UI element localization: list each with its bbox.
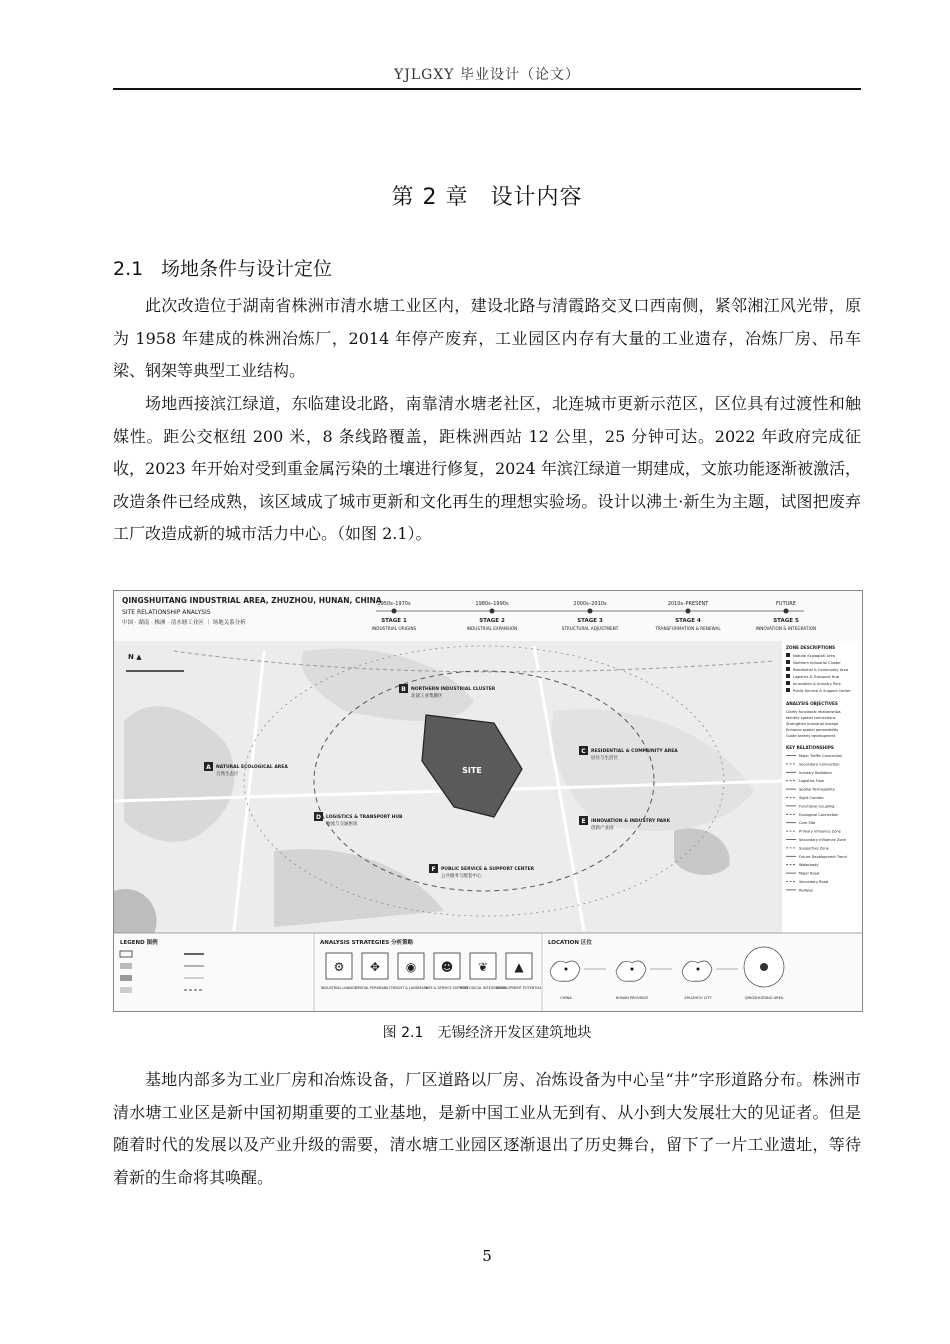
side-zone-marker [786, 674, 790, 678]
location-label: QINGSHUITANG AREA [744, 996, 784, 1000]
timeline-dot [784, 609, 789, 614]
site-analysis-figure [113, 590, 863, 1012]
timeline-stage: STAGE 2 [479, 618, 505, 624]
side-objective: Identify spatial connections [786, 716, 836, 720]
legend-title: LEGEND 图例 [120, 940, 158, 946]
timeline-period: FUTURE [776, 601, 796, 607]
timeline-desc: INNOVATION & INTEGRATION [755, 626, 817, 631]
side-zone-marker [786, 688, 790, 692]
location-title: LOCATION 区位 [548, 940, 592, 946]
strategy-icon: ❦ [477, 960, 489, 974]
zone-name-cn: 物流与交通枢纽 [326, 822, 358, 827]
timeline-stage: STAGE 5 [773, 618, 799, 624]
side-relationship: Secondary Influence Zone [799, 838, 847, 842]
side-relationship: Secondary Connection [799, 762, 840, 767]
zone-letter: F [431, 866, 436, 873]
body-paragraph-1: 此次改造位于湖南省株洲市清水塘工业区内，建设北路与清霞路交叉口西南侧，紧邻湘江风光带，原为 1958 年建成的株洲冶炼厂，2014 年停产废弃，工业园区内存有大量的工业遗存，冶炼厂房、吊车梁、钢架等典型工业结构。 [113, 296, 861, 380]
location-label: ZHUZHOU CITY [684, 996, 712, 1000]
strategy-label: DEVELOPMENT POTENTIAL [496, 986, 542, 990]
caption-number: 图 2.1 [382, 1025, 424, 1041]
zone-letter: D [316, 814, 321, 821]
page-number: 5 [482, 1247, 492, 1265]
zone-name: INNOVATION & INDUSTRY PARK [591, 819, 671, 824]
strategy-label: LIFE & SERVICE SUPPORT [425, 986, 469, 990]
zone-name-cn: 居住与生活区 [591, 756, 618, 761]
strategies-title: ANALYSIS STRATEGIES 分析策略 [320, 940, 414, 946]
side-zone-marker [786, 660, 790, 664]
side-relationship: Core Site [799, 821, 816, 826]
timeline-stage: STAGE 3 [577, 618, 603, 624]
site-map-svg [114, 591, 862, 1011]
side-relationship: Waterbody [799, 863, 819, 868]
chapter-title [113, 180, 861, 211]
location-marker [760, 963, 768, 971]
map-subtitle: SITE RELATIONSHIP ANALYSIS [122, 609, 211, 616]
section-title [113, 254, 332, 281]
north-arrow-icon: N ▲ [128, 653, 142, 661]
legend-swatch-4 [120, 987, 132, 993]
timeline-period: 2010s–PRESENT [667, 601, 709, 607]
section-number: 2.1 [113, 258, 144, 280]
strategy-label: SIGHT & LANDMARK [393, 986, 429, 990]
timeline-stage: STAGE 1 [381, 618, 407, 624]
zone-name: RESIDENTIAL & COMMUNITY AREA [591, 749, 678, 754]
map-title: QINGSHUITANG INDUSTRIAL AREA, ZHUZHOU, HUNAN, CHINA [122, 596, 382, 605]
strategy-icon: ▲ [514, 960, 524, 974]
zone-name-cn: 北部工业集聚区 [411, 694, 443, 699]
timeline-dot [588, 609, 593, 614]
location-marker [565, 968, 568, 971]
side-relationship: Functional Coupling [799, 804, 835, 809]
timeline-dot [490, 609, 495, 614]
side-relationship: Railway [799, 888, 813, 893]
side-relationship: Ecological Connection [799, 812, 839, 817]
body-paragraph-3: 基地内部多为工业厂房和冶炼设备，厂区道路以厂房、冶炼设备为中心呈“井”字形道路分布。株洲市清水塘工业区是新中国初期重要的工业基地，是新中国工业从无到有、从小到大发展壮大的见证者。但是随着时代的发展以及产业升级的需要，清水塘工业园区逐渐退出了历史舞台，留下了一片工业遗址，等待着新的生命将其唤醒。 [113, 1070, 861, 1187]
side-relationship: Logistics Flow [799, 779, 824, 784]
figure-caption [113, 1022, 861, 1042]
zone-letter: B [401, 686, 406, 693]
side-relationship: Spatial Permeability [799, 787, 835, 792]
side-heading: KEY RELATIONSHIPS [786, 745, 834, 750]
side-zone-desc: Public Service & Support Center [793, 689, 851, 693]
zone-name-cn: 创新产业园 [591, 826, 614, 831]
side-relationship: Supportive Zone [799, 846, 829, 851]
side-relationship: Secondary Road [799, 880, 829, 884]
timeline-desc: TRANSFORMATION & RENEWAL [655, 626, 721, 631]
side-objective: Strengthen industrial linkage [786, 722, 839, 726]
side-objective: Guide orderly development [786, 734, 836, 738]
location-marker [631, 968, 634, 971]
zone-name: LOGISTICS & TRANSPORT HUB [326, 815, 403, 820]
side-relationship: Sight Corridor [799, 796, 824, 800]
zone-letter: E [581, 818, 586, 825]
side-zone-marker [786, 681, 790, 685]
side-relationship: Industry Radiation [799, 770, 832, 775]
side-objective: Clarify functional relationships [786, 710, 841, 714]
zone-letter: C [581, 748, 586, 755]
timeline-period: 1980s–1990s [475, 601, 509, 607]
strategy-icon: ◉ [405, 960, 417, 974]
location-label: CHINA [560, 996, 572, 1000]
side-relationship: Major Traffic Connection [799, 754, 843, 758]
timeline-desc: INDUSTRIAL EXPANSION [466, 626, 518, 631]
timeline-dot [392, 609, 397, 614]
side-heading: ZONE DESCRIPTIONS [786, 645, 836, 650]
section-name: 场地条件与设计定位 [161, 258, 333, 280]
chapter-name: 设计内容 [490, 185, 583, 210]
timeline-dot [686, 609, 691, 614]
timeline-desc: INDUSTRIAL ORIGINS [371, 626, 417, 631]
side-relationship: Major Road [799, 871, 820, 876]
timeline-period: 2000s–2010s [573, 601, 607, 607]
side-objective: Enhance spatial permeability [786, 728, 839, 732]
header-rule [113, 88, 861, 90]
side-heading: ANALYSIS OBJECTIVES [786, 701, 838, 706]
side-relationship: Primary Influence Zone [799, 829, 841, 834]
site-label: SITE [462, 766, 482, 775]
strategy-icon: ☻ [440, 960, 454, 974]
strategy-label: SPATIAL PERMEABILITY [355, 986, 395, 990]
location-marker [697, 968, 700, 971]
legend-swatch-3 [120, 975, 132, 981]
side-zone-desc: Northern Industrial Cluster [793, 661, 841, 665]
zone-name: PUBLIC SERVICE & SUPPORT CENTER [441, 867, 535, 872]
side-relationship: Future Development Trend [799, 854, 847, 859]
strategy-icon: ✥ [369, 960, 381, 974]
zone-name: NATURAL ECOLOGICAL AREA [216, 765, 288, 770]
zone-letter: A [206, 764, 211, 771]
body-paragraph-2: 场地西接滨江绿道，东临建设北路，南靠清水塘老社区，北连城市更新示范区，区位具有过渡性和触媒性。距公交枢纽 200 米，8 条线路覆盖，距株洲西站 12 公里，25 分钟可达。2022 年政府完成征收，2023 年开始对受到重金属污染的土壤进行修复，2024 年滨江绿道一期建成，文旅功能逐渐被激活，改造条件已经成熟，该区域成了城市更新和文化再生的理想实验场。设计以沸土·新生为主题，试图把废弃工厂改造成新的城市活力中心。（如图 2.1）。 [113, 394, 861, 543]
strategy-label: INDUSTRIAL LINKAGE [320, 986, 358, 990]
strategy-icon: ⚙ [333, 960, 345, 974]
side-zone-desc: Residential & Community Area [793, 668, 849, 672]
zone-name-cn: 公共服务与配套中心 [441, 874, 482, 879]
caption-text: 无锡经济开发区建筑地块 [437, 1025, 592, 1041]
zone-name-cn: 自然生态区 [216, 772, 239, 777]
map-subtitle-cn: 中国 · 湖南 · 株洲 · 清水塘工业区 ｜ 场地关系分析 [122, 620, 246, 626]
side-zone-desc: Logistics & Transport Hub [793, 675, 839, 679]
chapter-number: 第 2 章 [391, 185, 469, 210]
zone-name: NORTHERN INDUSTRIAL CLUSTER [411, 687, 496, 692]
side-zone-marker [786, 653, 790, 657]
side-zone-desc: Natural Ecological Area [793, 654, 835, 658]
location-label: HUNAN PROVINCE [615, 996, 649, 1000]
side-zone-marker [786, 667, 790, 671]
timeline-stage: STAGE 4 [675, 618, 701, 624]
side-zone-desc: Innovation & Industry Park [793, 682, 841, 686]
strategy-label: ECOLOGICAL INTEGRATION [460, 986, 506, 990]
legend-swatch-2 [120, 963, 132, 969]
timeline-period: 1950s–1970s [377, 601, 411, 607]
timeline-desc: STRUCTURAL ADJUSTMENT [561, 626, 619, 631]
running-header: YJLGXY 毕业设计（论文） [394, 67, 580, 83]
